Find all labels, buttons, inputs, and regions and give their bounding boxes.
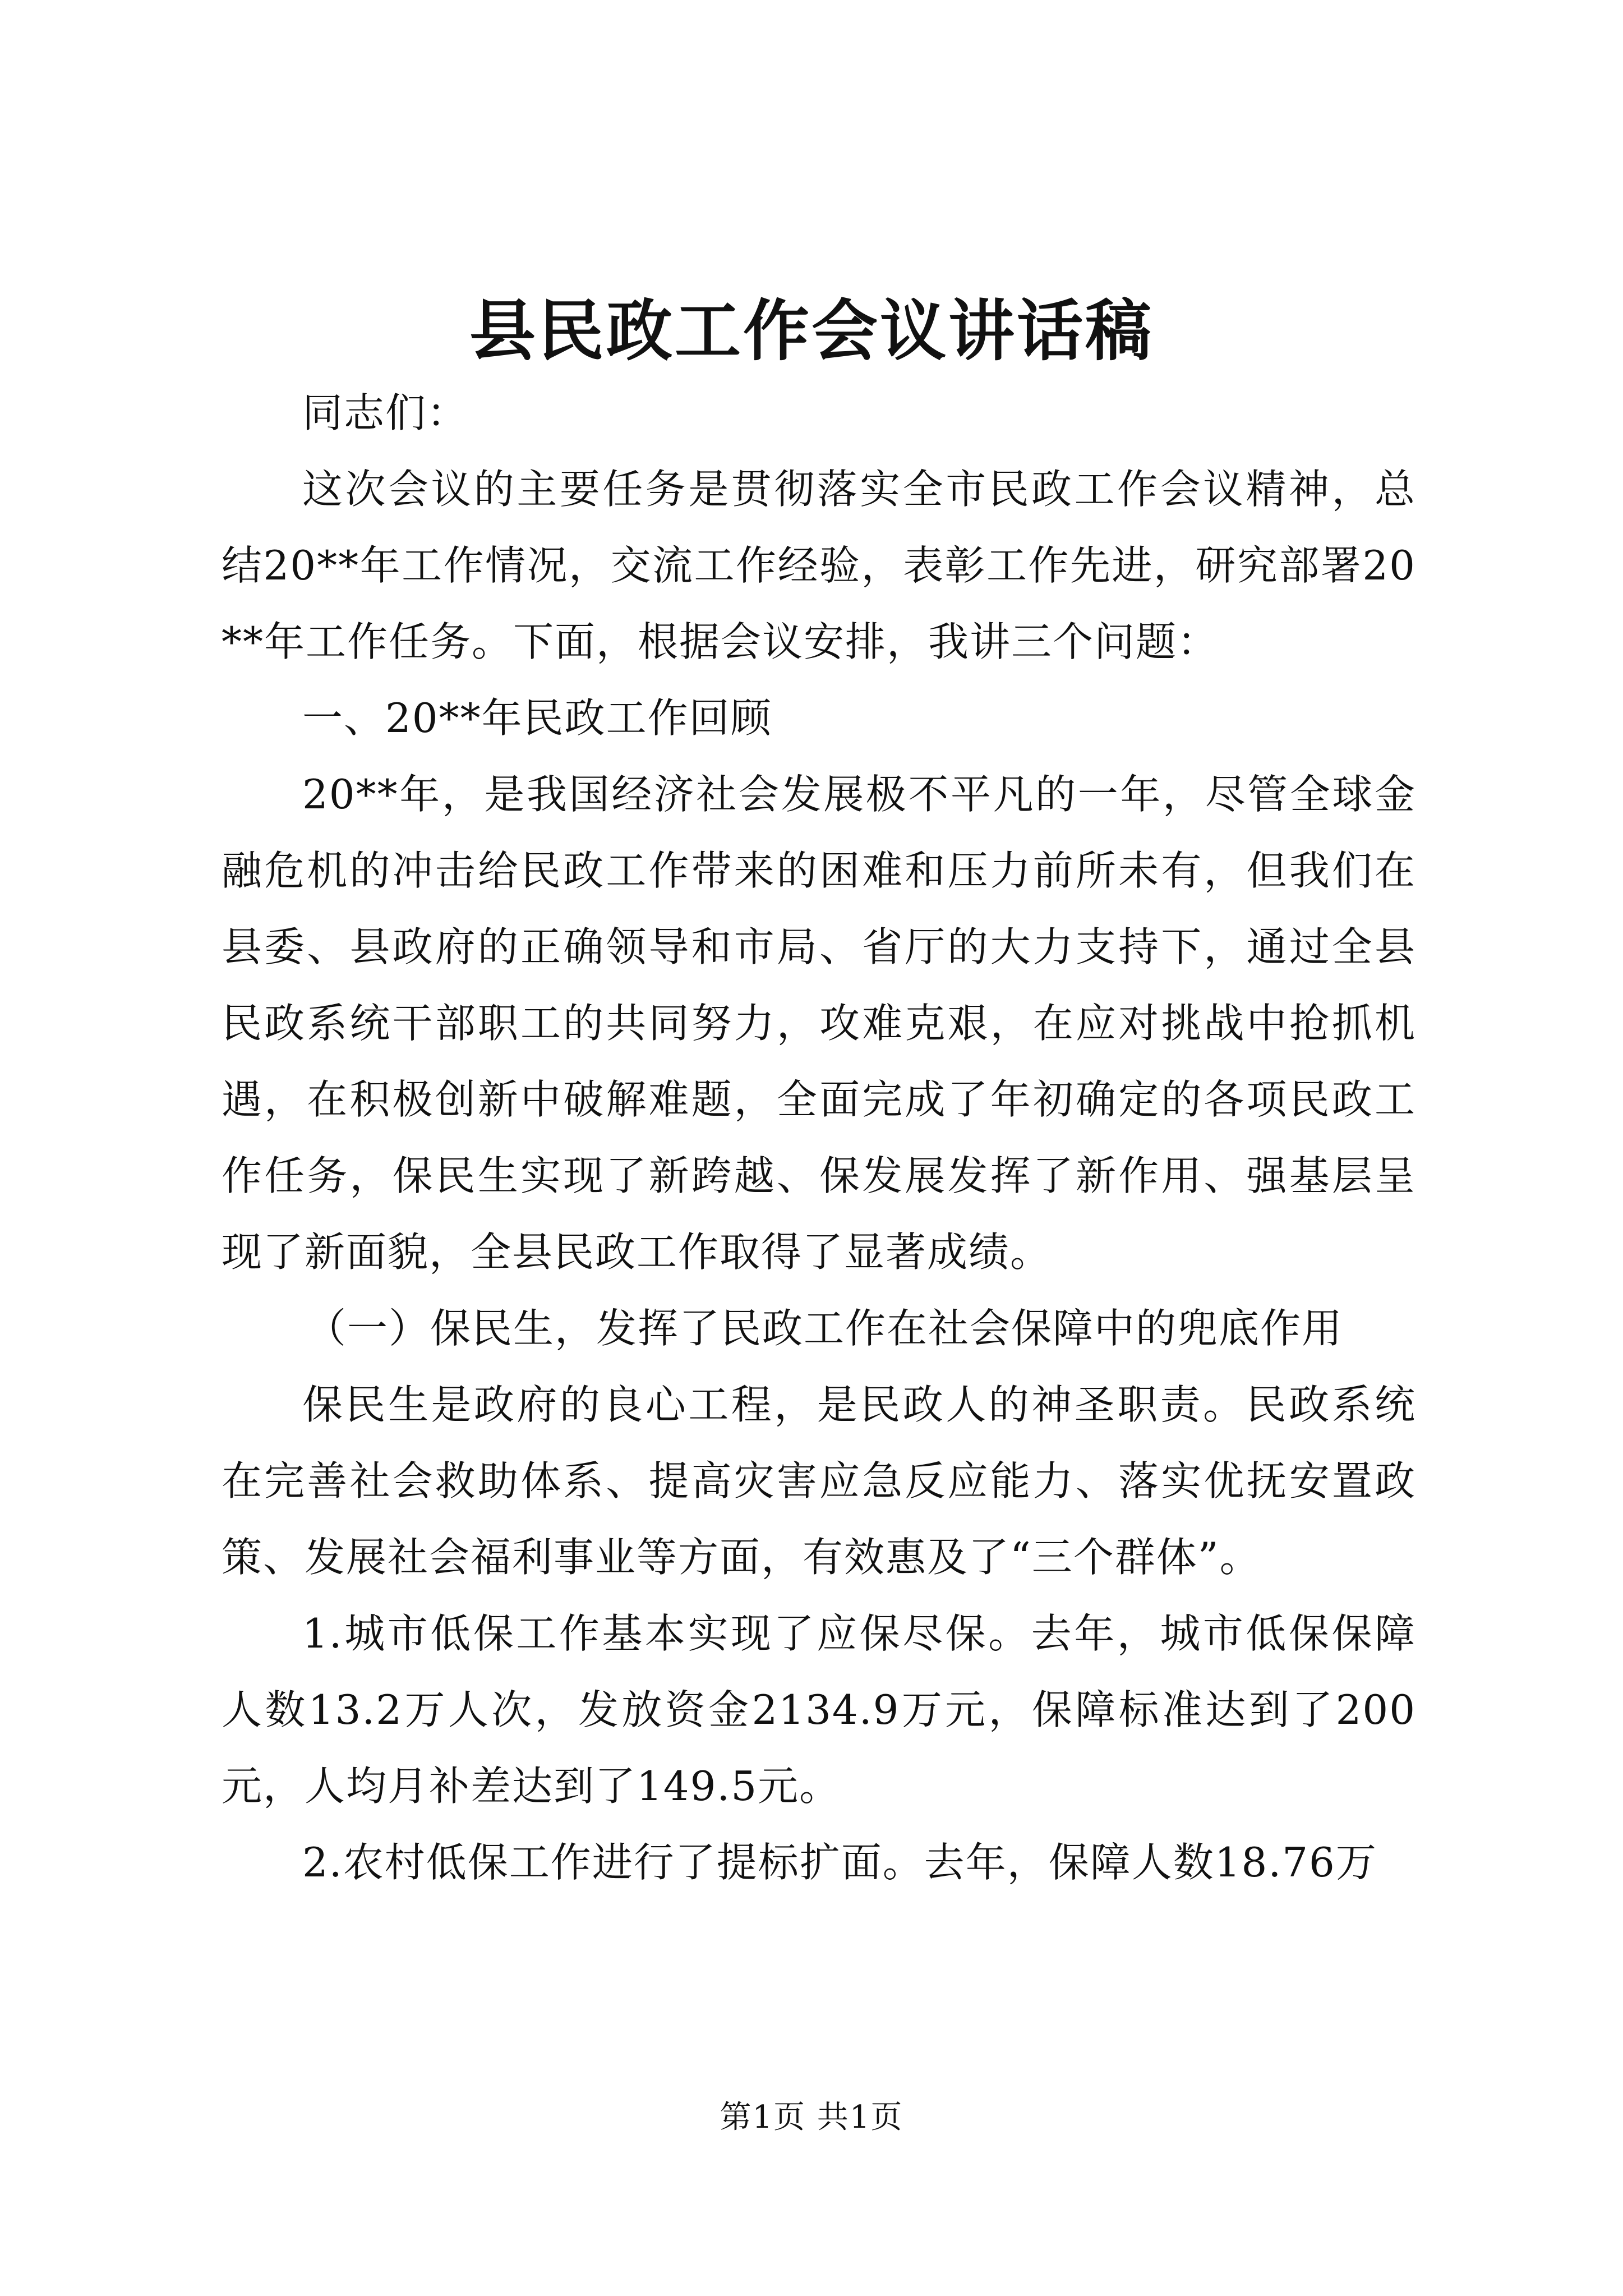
paragraph-intro: 这次会议的主要任务是贯彻落实全市民政工作会议精神，总结20**年工作情况，交流工作经验，表彰工作先进，研究部署20**年工作任务。下面，根据会议安排，我讲三个问题： <box>222 466 1416 665</box>
document-title: 县民政工作会议讲话稿 <box>469 292 1154 370</box>
paragraph-urban-allowance: 1.城市低保工作基本实现了应保尽保。去年，城市低保保障人数13.2万人次，发放资金2134.9万元，保障标准达到了200元，人均月补差达到了149.5元。 <box>222 1610 1416 1810</box>
document-body <box>222 375 1416 1901</box>
paragraph-livelihood: 保民生是政府的良心工程，是民政人的神圣职责。民政系统在完善社会救助体系、提高灾害应急反应能力、落实优抚安置政策、发展社会福利事业等方面，有效惠及了“三个群体”。 <box>222 1381 1416 1581</box>
section-heading-review: 一、20**年民政工作回顾 <box>302 694 772 742</box>
page-number-footer: 第1页 共1页 <box>720 2099 903 2136</box>
paragraph-rural-allowance: 2.农村低保工作进行了提标扩面。去年，保障人数18.76万 <box>302 1839 1377 1886</box>
paragraph-review-summary: 20**年，是我国经济社会发展极不平凡的一年，尽管全球金融危机的冲击给民政工作带来的困难和压力前所未有，但我们在县委、县政府的正确领导和市局、省厅的大力支持下，通过全县民政系统干部职工的共同努力，攻难克艰，在应对挑战中抢抓机遇，在积极创新中破解难题，全面完成了年初确定的各项民政工作任务，保民生实现了新跨越、保发展发挥了新作用、强基层呈现了新面貌，全县民政工作取得了显著成绩。 <box>222 771 1416 1276</box>
paragraph-salutation: 同志们： <box>302 389 469 436</box>
subsection-heading-livelihood: （一）保民生，发挥了民政工作在社会保障中的兜底作用 <box>306 1305 1344 1352</box>
